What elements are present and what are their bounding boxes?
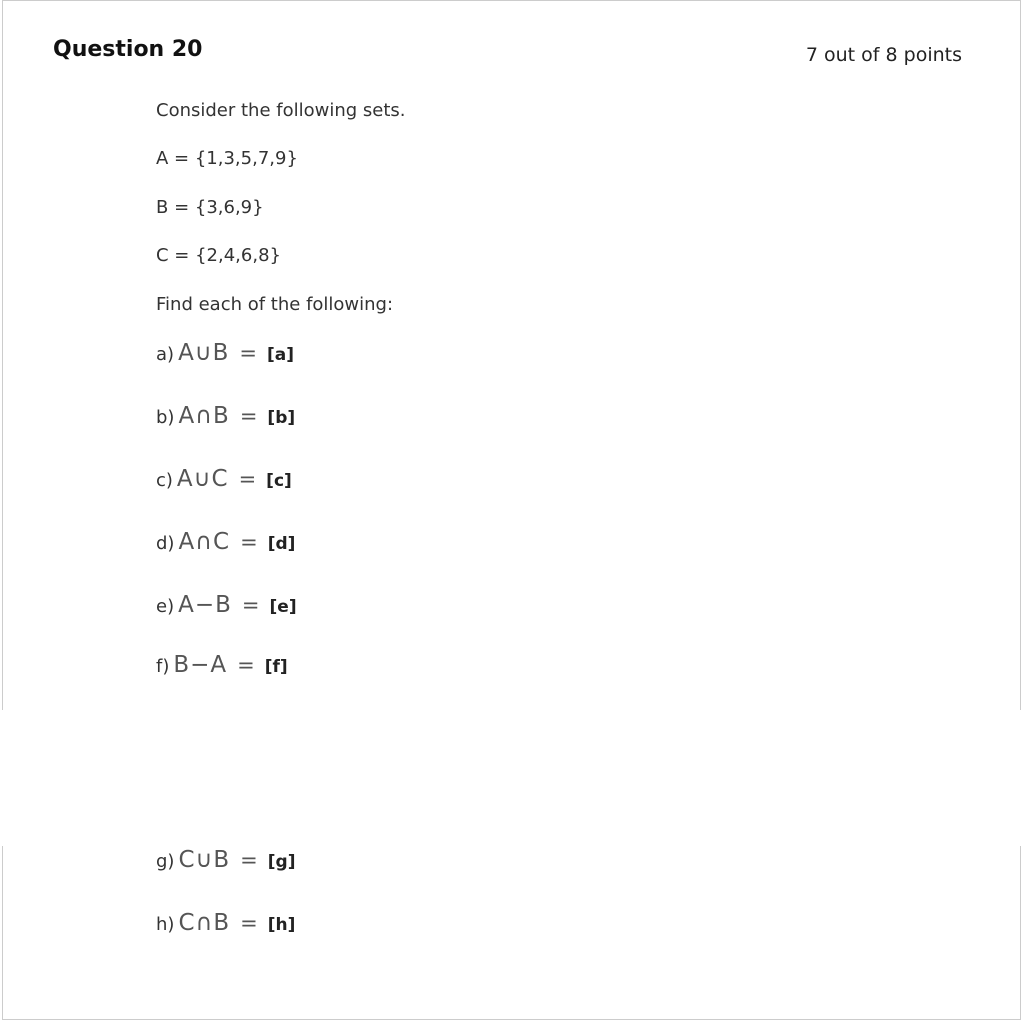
part-f (156, 652, 288, 678)
question-score: 7 out of 8 points (805, 44, 962, 66)
equals-sign: = (240, 848, 258, 872)
equals-sign: = (237, 653, 255, 677)
question-title: Question 20 (53, 37, 203, 62)
part-label: f) (156, 656, 170, 677)
part-label: h) (156, 914, 175, 935)
part-b (156, 403, 295, 429)
set-expression: A∩B (178, 403, 230, 429)
answer-blank: [b] (267, 408, 296, 428)
equals-sign: = (239, 404, 258, 428)
part-label: d) (156, 533, 175, 554)
part-h (156, 910, 295, 936)
set-expression: A−B (178, 592, 232, 618)
set-a-definition: A = {1,3,5,7,9} (156, 148, 298, 169)
part-label: a) (156, 344, 175, 365)
question-card-top (2, 0, 1021, 710)
equals-sign: = (240, 530, 258, 554)
answer-blank: [c] (266, 471, 292, 491)
set-b-definition: B = {3,6,9} (156, 197, 264, 218)
part-label: g) (156, 851, 175, 872)
set-expression: C∩B (178, 910, 231, 936)
part-label: c) (156, 470, 173, 491)
answer-blank: [g] (267, 852, 296, 872)
answer-blank: [d] (267, 534, 296, 554)
set-expression: A∩C (178, 529, 231, 555)
equals-sign: = (241, 593, 260, 617)
answer-blank: [e] (269, 597, 297, 617)
part-d (156, 529, 295, 555)
answer-blank: [a] (267, 345, 295, 365)
question-instruction: Find each of the following: (156, 294, 394, 315)
set-expression: A∪B (178, 340, 230, 366)
part-e (156, 592, 297, 618)
set-expression: C∪B (178, 847, 231, 873)
set-expression: A∪C (176, 466, 229, 492)
part-g (156, 847, 295, 873)
part-label: b) (156, 407, 175, 428)
part-c (156, 466, 292, 492)
answer-blank: [h] (267, 915, 296, 935)
question-intro: Consider the following sets. (156, 100, 406, 121)
part-label: e) (156, 596, 175, 617)
answer-blank: [f] (264, 657, 288, 677)
part-a (156, 340, 294, 366)
set-expression: B−A (173, 652, 228, 678)
set-c-definition: C = {2,4,6,8} (156, 245, 281, 266)
equals-sign: = (239, 341, 258, 365)
equals-sign: = (238, 467, 257, 491)
equals-sign: = (240, 911, 258, 935)
question-card-bottom (2, 846, 1021, 1020)
